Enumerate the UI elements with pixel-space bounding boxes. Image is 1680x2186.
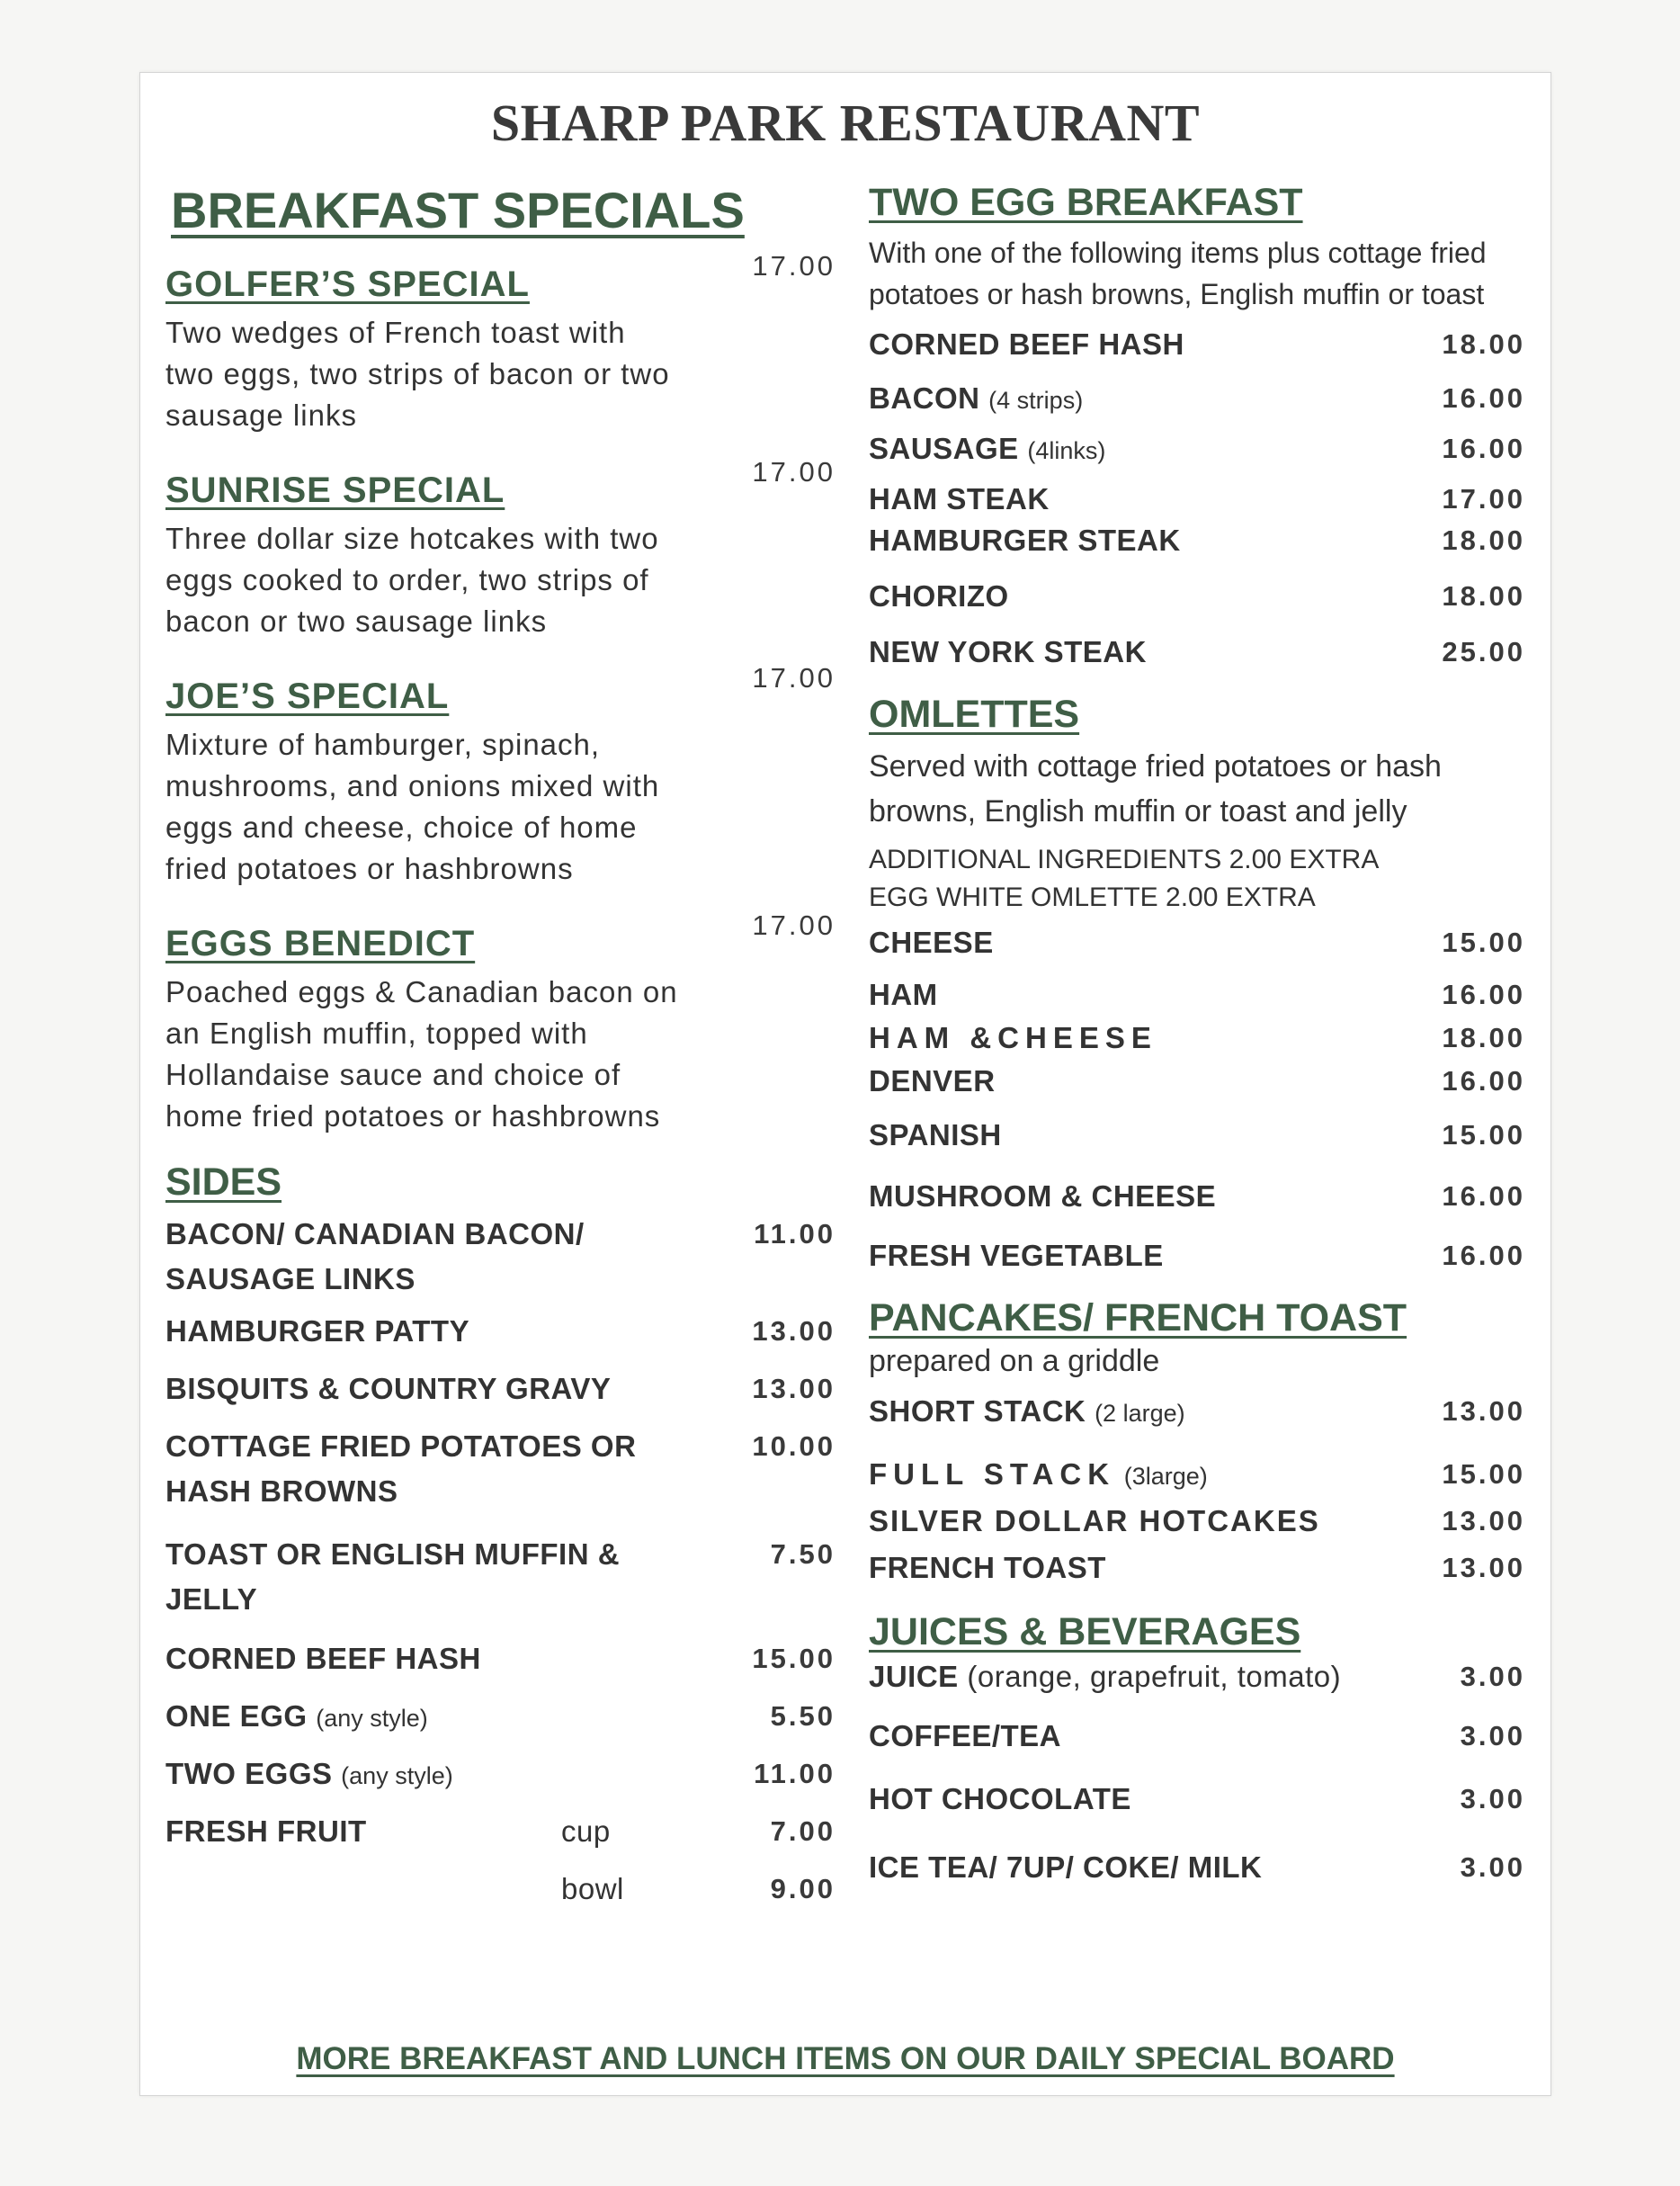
item-note: (4links) — [1027, 437, 1106, 464]
item-price: 13.00 — [1442, 1552, 1525, 1583]
special-price: 17.00 — [752, 662, 836, 694]
side-name: CORNED BEEF HASH — [165, 1642, 481, 1675]
omlette-item — [869, 1059, 1525, 1113]
right-column — [869, 181, 1525, 1899]
item-name: MUSHROOM & CHEESE — [869, 1179, 1217, 1213]
omlettes-note-egg-white: EGG WHITE OMLETTE 2.00 EXTRA — [869, 882, 1316, 912]
special-item — [165, 662, 836, 890]
side-name: COTTAGE FRIED POTATOES OR — [165, 1429, 637, 1463]
item-price: 16.00 — [1442, 1065, 1525, 1097]
pancake-item — [869, 1545, 1525, 1607]
special-name: SUNRISE SPECIAL — [165, 470, 505, 510]
item-name: SAUSAGE — [869, 432, 1019, 465]
side-item — [165, 1212, 836, 1309]
special-name: GOLFER’S SPECIAL — [165, 264, 530, 304]
item-price: 17.00 — [1442, 483, 1525, 515]
side-note: (any style) — [316, 1705, 428, 1732]
pancake-item — [869, 1452, 1525, 1499]
item-note: (orange, grapefruit, tomato) — [967, 1660, 1342, 1693]
special-desc: Three dollar size hotcakes with two eggs cooked to order, two strips of bacon or two sausage links — [165, 522, 659, 638]
special-desc: Mixture of hamburger, spinach, mushrooms, and onions mixed with eggs and cheese, choice of home fried potatoes or hashbrowns — [165, 728, 660, 885]
side-item — [165, 1694, 836, 1751]
beverage-item — [869, 1714, 1525, 1777]
two-egg-item — [869, 574, 1525, 630]
special-name: EGGS BENEDICT — [165, 924, 476, 963]
item-name: JUICE — [869, 1660, 959, 1693]
restaurant-title: SHARP PARK RESTAURANT — [490, 94, 1201, 152]
side-name: FRESH FRUIT — [165, 1814, 367, 1848]
item-name: FRESH VEGETABLE — [869, 1239, 1164, 1272]
item-name: BACON — [869, 381, 980, 415]
two-egg-intro: With one of the following items plus cottage fried potatoes or hash browns, English muffin or toast — [869, 237, 1487, 310]
sides-heading: SIDES — [165, 1160, 282, 1204]
item-price: 13.00 — [1442, 1395, 1525, 1427]
omlettes-intro: Served with cottage fried potatoes or hash browns, English muffin or toast and jelly — [869, 749, 1442, 829]
side-item — [165, 1424, 836, 1532]
side-price: 7.00 — [770, 1815, 836, 1847]
item-name: CHORIZO — [869, 579, 1009, 613]
side-name: HAMBURGER PATTY — [165, 1314, 470, 1348]
item-name: ICE TEA/ 7UP/ COKE/ MILK — [869, 1850, 1263, 1884]
omlette-item — [869, 920, 1525, 972]
side-name — [165, 1867, 836, 1912]
side-item — [165, 1751, 836, 1809]
two-egg-item — [869, 477, 1525, 518]
item-note: (2 large) — [1095, 1400, 1185, 1427]
item-note: (4 strips) — [988, 387, 1084, 414]
special-item — [165, 456, 836, 642]
side-name: TOAST OR ENGLISH MUFFIN & — [165, 1537, 621, 1571]
side-name: BACON/ CANADIAN BACON/ — [165, 1217, 585, 1250]
side-price: 11.00 — [754, 1758, 836, 1789]
item-name: HOT CHOCOLATE — [869, 1782, 1131, 1815]
item-name: SHORT STACK — [869, 1394, 1086, 1428]
item-price: 18.00 — [1442, 524, 1525, 556]
special-price: 17.00 — [752, 456, 836, 488]
omlette-item — [869, 1113, 1525, 1174]
pancake-item — [869, 1499, 1525, 1545]
pancakes-heading: PANCAKES/ FRENCH TOAST — [869, 1296, 1407, 1339]
item-note: (3large) — [1123, 1463, 1208, 1490]
side-item — [165, 1532, 836, 1636]
omlette-item — [869, 1233, 1525, 1291]
side-price: 10.00 — [752, 1430, 836, 1462]
menu-page — [139, 72, 1551, 2096]
side-name: TWO EGGS — [165, 1757, 333, 1790]
side-item — [165, 1867, 836, 1924]
two-egg-item — [869, 518, 1525, 574]
side-name-line2: JELLY — [165, 1582, 258, 1616]
omlettes-heading: OMLETTES — [869, 693, 1080, 736]
pancakes-intro: prepared on a griddle — [869, 1344, 1160, 1378]
two-egg-heading: TWO EGG BREAKFAST — [869, 181, 1303, 224]
item-name: FRENCH TOAST — [869, 1551, 1106, 1584]
side-note: (any style) — [341, 1762, 453, 1789]
item-price: 3.00 — [1460, 1720, 1525, 1751]
special-name: JOE’S SPECIAL — [165, 676, 450, 716]
item-price: 18.00 — [1442, 1022, 1525, 1053]
side-name-line2: HASH BROWNS — [165, 1474, 398, 1508]
item-name: CORNED BEEF HASH — [869, 327, 1184, 361]
item-price: 15.00 — [1442, 927, 1525, 958]
left-column — [165, 181, 836, 1924]
two-egg-item — [869, 630, 1525, 689]
side-item — [165, 1366, 836, 1424]
two-egg-item — [869, 376, 1525, 426]
omlette-item — [869, 1174, 1525, 1233]
item-name: SPANISH — [869, 1118, 1002, 1151]
omlette-item — [869, 1016, 1525, 1059]
beverage-item — [869, 1777, 1525, 1845]
beverage-item — [869, 1845, 1525, 1899]
side-name: BISQUITS & COUNTRY GRAVY — [165, 1372, 612, 1405]
item-name: FULL STACK — [869, 1457, 1116, 1491]
item-name: NEW YORK STEAK — [869, 635, 1147, 668]
special-item — [165, 909, 836, 1137]
item-name: DENVER — [869, 1064, 996, 1097]
special-item — [165, 250, 836, 436]
item-price: 16.00 — [1442, 1240, 1525, 1271]
side-name: ONE EGG — [165, 1699, 308, 1733]
item-price: 3.00 — [1460, 1851, 1525, 1883]
two-egg-item — [869, 426, 1525, 477]
item-price: 16.00 — [1442, 979, 1525, 1010]
item-name: HAM STEAK — [869, 482, 1050, 515]
item-name: COFFEE/TEA — [869, 1719, 1062, 1752]
side-price: 13.00 — [752, 1373, 836, 1404]
daily-special-footer: MORE BREAKFAST AND LUNCH ITEMS ON OUR DAILY SPECIAL BOARD — [296, 2041, 1395, 2076]
side-price: 13.00 — [752, 1315, 836, 1347]
item-price: 15.00 — [1442, 1458, 1525, 1490]
two-egg-item — [869, 322, 1525, 376]
side-item — [165, 1309, 836, 1366]
item-name: HAM — [869, 978, 938, 1011]
side-size: bowl — [561, 1872, 624, 1905]
item-price: 3.00 — [1460, 1661, 1525, 1692]
side-price: 15.00 — [752, 1643, 836, 1674]
item-name: HAMBURGER STEAK — [869, 524, 1181, 557]
pancake-item — [869, 1389, 1525, 1452]
special-desc: Two wedges of French toast with two eggs, two strips of bacon or two sausage links — [165, 316, 670, 432]
special-price: 17.00 — [752, 250, 836, 282]
juices-heading: JUICES & BEVERAGES — [869, 1610, 1301, 1653]
item-name: SILVER DOLLAR HOTCAKES — [869, 1504, 1320, 1537]
side-item — [165, 1809, 836, 1867]
side-item — [165, 1636, 836, 1694]
item-price: 25.00 — [1442, 636, 1525, 667]
side-price: 11.00 — [754, 1218, 836, 1250]
side-price: 5.50 — [770, 1700, 836, 1732]
item-price: 16.00 — [1442, 1180, 1525, 1212]
special-price: 17.00 — [752, 909, 836, 941]
item-price: 18.00 — [1442, 328, 1525, 360]
item-name: HAM &CHEESE — [869, 1021, 1157, 1054]
item-name: CHEESE — [869, 926, 994, 959]
special-desc: Poached eggs & Canadian bacon on an English muffin, topped with Hollandaise sauce and choice of home fried potatoes or hashbrowns — [165, 975, 678, 1133]
item-price: 18.00 — [1442, 580, 1525, 612]
side-price: 7.50 — [770, 1538, 836, 1570]
side-price: 9.00 — [770, 1873, 836, 1904]
side-size: cup — [561, 1814, 611, 1848]
side-name-line2: SAUSAGE LINKS — [165, 1262, 416, 1295]
breakfast-specials-heading: BREAKFAST SPECIALS — [171, 182, 745, 238]
omlette-item — [869, 972, 1525, 1016]
item-price: 16.00 — [1442, 382, 1525, 414]
item-price: 3.00 — [1460, 1783, 1525, 1814]
beverage-item — [869, 1654, 1525, 1714]
item-price: 13.00 — [1442, 1505, 1525, 1536]
item-price: 16.00 — [1442, 433, 1525, 464]
item-price: 15.00 — [1442, 1119, 1525, 1151]
omlettes-note-extra-ingredients: ADDITIONAL INGREDIENTS 2.00 EXTRA — [869, 845, 1380, 874]
